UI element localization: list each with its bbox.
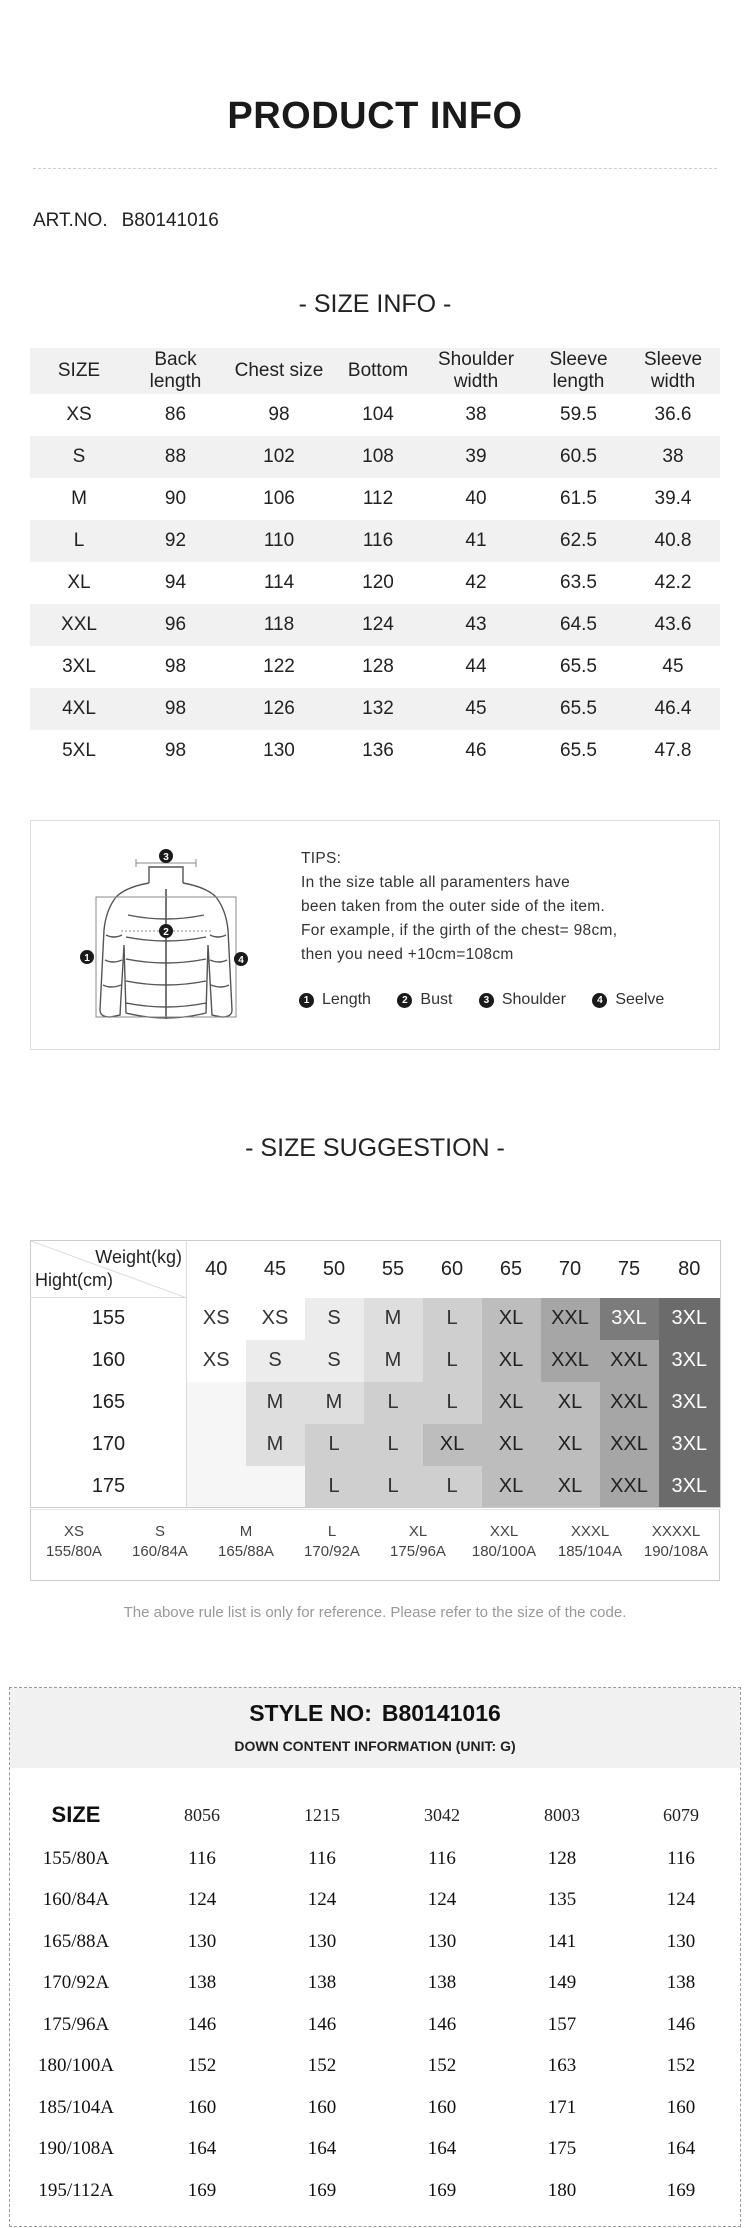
legend-label: Length [322, 991, 371, 1008]
empty-cell [187, 1424, 246, 1466]
suggested-size-cell: XL [541, 1424, 600, 1466]
measurement-cell: 40.8 [654, 530, 692, 551]
table-row [30, 436, 720, 478]
legend-label: Seelve [615, 991, 665, 1008]
measurement-cell: 60.5 [560, 446, 597, 467]
size-standard [633, 1510, 719, 1580]
suggested-size-cell: L [423, 1298, 482, 1340]
number-badge-icon: 1 [299, 993, 314, 1008]
down-weight-cell: 138 [307, 1972, 337, 1994]
measurement-cell: 36.6 [654, 404, 692, 425]
measurement-cell: 59.5 [560, 404, 597, 425]
tips-line: In the size table all paramenters have [301, 874, 571, 891]
empty-cell [246, 1466, 305, 1508]
down-weight-cell: 124 [187, 1889, 217, 1911]
suggested-size-cell: M [364, 1340, 423, 1382]
size-suggestion-grid [30, 1240, 721, 1508]
down-weight-cell: 163 [547, 2055, 577, 2077]
tips-line: been taken from the outer side of the item. [301, 898, 606, 915]
down-weight-cell: 152 [666, 2055, 696, 2077]
table-row [10, 2170, 740, 2212]
size-code-cell: 160/84A [42, 1889, 110, 1911]
measurement-cell: 122 [263, 656, 295, 677]
suggested-size-cell: 3XL [659, 1298, 721, 1340]
marker-label: 1 [84, 953, 90, 964]
suggested-size-cell: XL [482, 1382, 541, 1424]
table-row [30, 394, 720, 436]
standard-size-label: M [239, 1523, 253, 1540]
size-info-header-row [30, 348, 720, 394]
suggested-size-cell: XL [482, 1298, 541, 1340]
size-label-cell: 3XL [62, 656, 96, 677]
height-value: 175 [31, 1466, 187, 1508]
suggested-size-cell: 3XL [659, 1466, 721, 1508]
jacket-diagram [66, 835, 266, 1035]
tips-title: TIPS: [301, 850, 342, 867]
weight-axis-label: Weight(kg) [95, 1247, 182, 1267]
tips-text [301, 847, 617, 967]
height-row [31, 1340, 721, 1382]
size-info-heading: - SIZE INFO - [298, 290, 452, 318]
size-standard-row [30, 1509, 720, 1581]
down-weight-cell: 160 [307, 2096, 337, 2118]
suggested-size-cell: 3XL [600, 1298, 659, 1340]
size-label-cell: 4XL [62, 698, 96, 719]
size-label-cell: S [72, 446, 86, 467]
style-value: B80141016 [381, 1700, 501, 1726]
standard-size-code: 190/108A [643, 1543, 709, 1560]
size-standard [203, 1510, 289, 1580]
standard-size-code: 155/80A [46, 1543, 102, 1560]
measurement-cell: 44 [465, 656, 487, 677]
measurement-cell: 38 [662, 446, 684, 467]
height-value: 160 [31, 1340, 187, 1382]
measurement-cell: 112 [362, 488, 394, 509]
size-suggestion-heading: - SIZE SUGGESTION - [245, 1134, 505, 1162]
measurement-cell: 98 [268, 404, 290, 425]
down-weight-cell: 160 [427, 2096, 457, 2118]
down-weight-cell: 169 [666, 2179, 696, 2201]
fill-col-header: 1215 [304, 1804, 340, 1825]
suggested-size-cell: XL [423, 1424, 482, 1466]
measurement-cell: 130 [263, 740, 295, 761]
size-label-cell: XS [66, 404, 92, 425]
down-weight-cell: 138 [666, 1972, 696, 1994]
weight-value: 45 [263, 1257, 287, 1280]
measurement-cell: 40 [465, 488, 487, 509]
legend-label: Bust [420, 991, 453, 1008]
measurement-cell: 47.8 [654, 740, 692, 761]
size-code-cell: 155/80A [42, 1847, 110, 1869]
suggested-size-cell: M [246, 1424, 305, 1466]
height-value: 170 [31, 1424, 187, 1466]
jacket-icon [100, 867, 232, 1019]
table-row [30, 562, 720, 604]
table-row [30, 478, 720, 520]
measurement-cell: 102 [263, 446, 295, 467]
suggested-size-cell: L [364, 1466, 423, 1508]
size-label-cell: XL [67, 572, 91, 593]
measurement-cell: 46.4 [654, 698, 692, 719]
down-weight-cell: 164 [666, 2138, 696, 2160]
down-content-box [9, 1687, 741, 2227]
weight-value: 50 [322, 1257, 346, 1280]
col-header: SIZE [57, 360, 101, 381]
down-weight-cell: 160 [187, 2096, 217, 2118]
diagram-marker-1 [80, 950, 94, 964]
standard-size-label: XXL [489, 1523, 519, 1540]
measurement-cell: 90 [164, 488, 187, 509]
down-weight-cell: 138 [187, 1972, 217, 1994]
down-weight-cell: 171 [547, 2096, 577, 2118]
legend-label: Shoulder [501, 991, 566, 1008]
divider [33, 168, 717, 169]
down-weight-cell: 138 [427, 1972, 457, 1994]
measurement-cell: 136 [362, 740, 394, 761]
measurement-cell: 92 [164, 530, 187, 551]
measurement-cell: 98 [164, 698, 187, 719]
empty-cell [187, 1382, 246, 1424]
table-row [10, 2046, 740, 2088]
size-code-cell: 190/108A [38, 2138, 114, 2160]
legend-item-sleeve [592, 991, 664, 1009]
suggested-size-cell: 3XL [659, 1382, 721, 1424]
measurement-cell: 61.5 [560, 488, 597, 509]
measurement-cell: 62.5 [560, 530, 597, 551]
legend-item-shoulder [479, 991, 566, 1009]
suggested-size-cell: XL [541, 1382, 600, 1424]
measurement-cell: 106 [263, 488, 295, 509]
size-standard [547, 1510, 633, 1580]
col-header: Bottom [347, 360, 409, 381]
down-weight-cell: 180 [547, 2179, 577, 2201]
measurement-cell: 114 [263, 572, 295, 593]
col-header: Back length [149, 349, 202, 392]
suggested-size-cell: XXL [541, 1298, 600, 1340]
measurement-tips-box [30, 820, 720, 1050]
suggested-size-cell: S [246, 1340, 305, 1382]
legend-item-length [299, 991, 371, 1009]
down-weight-cell: 124 [666, 1889, 696, 1911]
measurement-cell: 39.4 [654, 488, 692, 509]
table-row [30, 688, 720, 730]
down-weight-cell: 160 [666, 2096, 696, 2118]
measurement-cell: 86 [164, 404, 187, 425]
table-row [30, 520, 720, 562]
down-weight-cell: 164 [187, 2138, 217, 2160]
col-header: Sleeve length [549, 349, 608, 392]
down-weight-cell: 116 [428, 1847, 456, 1869]
suggested-size-cell: L [423, 1340, 482, 1382]
col-header: Chest size [234, 360, 324, 381]
suggested-size-cell: 3XL [659, 1424, 721, 1466]
measurement-cell: 116 [362, 530, 394, 551]
down-weight-cell: 149 [547, 1972, 577, 1994]
down-weight-cell: 152 [187, 2055, 217, 2077]
height-value: 165 [31, 1382, 187, 1424]
down-weight-cell: 130 [187, 1930, 217, 1952]
standard-size-code: 170/92A [304, 1543, 360, 1560]
fill-col-header: 6079 [663, 1804, 699, 1825]
table-row [30, 646, 720, 688]
measurement-cell: 98 [164, 740, 187, 761]
fill-col-header: 3042 [424, 1804, 460, 1825]
diagram-marker-4 [234, 952, 248, 966]
size-standard [461, 1510, 547, 1580]
suggested-size-cell: M [246, 1382, 305, 1424]
height-value: 155 [31, 1298, 187, 1340]
down-weight-cell: 130 [666, 1930, 696, 1952]
size-code-cell: 180/100A [38, 2055, 114, 2077]
measurement-cell: 98 [164, 656, 187, 677]
down-weight-cell: 146 [187, 2013, 217, 2035]
standard-size-code: 160/84A [132, 1543, 188, 1560]
table-row [30, 604, 720, 646]
height-row [31, 1424, 721, 1466]
down-weight-cell: 146 [666, 2013, 696, 2035]
size-code-cell: 195/112A [38, 2179, 114, 2201]
weight-value: 70 [558, 1257, 582, 1280]
measurement-cell: 120 [362, 572, 394, 593]
suggested-size-cell: XXL [600, 1382, 659, 1424]
measurement-cell: 45 [465, 698, 487, 719]
suggested-size-cell: XS [187, 1298, 246, 1340]
down-content-table [10, 1792, 740, 2212]
down-weight-cell: 164 [427, 2138, 457, 2160]
weight-value: 65 [499, 1257, 523, 1280]
size-standard [289, 1510, 375, 1580]
down-weight-cell: 152 [307, 2055, 337, 2077]
weight-value: 60 [440, 1257, 464, 1280]
table-row [10, 2129, 740, 2171]
empty-cell [187, 1466, 246, 1508]
suggested-size-cell: XS [187, 1340, 246, 1382]
down-content-subtitle: DOWN CONTENT INFORMATION (UNIT: G) [234, 1738, 516, 1754]
reference-note: The above rule list is only for reference. Please refer to the size of the code. [123, 1604, 627, 1621]
standard-size-label: XXXXL [651, 1523, 701, 1540]
down-weight-cell: 128 [547, 1847, 577, 1869]
measurement-cell: 110 [263, 530, 295, 551]
measurement-cell: 128 [362, 656, 394, 677]
down-weight-cell: 135 [547, 1889, 577, 1911]
suggested-size-cell: XXL [541, 1340, 600, 1382]
marker-label: 3 [163, 852, 169, 863]
weight-value: 75 [617, 1257, 641, 1280]
marker-label: 4 [238, 955, 244, 966]
style-number [10, 1700, 740, 1727]
suggested-size-cell: M [364, 1298, 423, 1340]
standard-size-code: 165/88A [218, 1543, 274, 1560]
down-weight-cell: 152 [427, 2055, 457, 2077]
down-weight-cell: 169 [307, 2179, 337, 2201]
fill-col-header: 8003 [544, 1804, 580, 1825]
suggested-size-cell: S [305, 1340, 364, 1382]
measurement-cell: 43 [465, 614, 487, 635]
down-header-row [10, 1792, 740, 1838]
suggested-size-cell: XXL [600, 1466, 659, 1508]
measurement-legend [299, 991, 686, 1009]
measurement-cell: 63.5 [560, 572, 597, 593]
standard-size-label: XXXL [570, 1523, 610, 1540]
suggested-size-cell: XL [482, 1340, 541, 1382]
suggested-size-cell: L [305, 1424, 364, 1466]
suggested-size-cell: XXL [600, 1424, 659, 1466]
weight-value: 80 [678, 1257, 701, 1280]
down-weight-cell: 146 [307, 2013, 337, 2035]
axis-corner [31, 1241, 187, 1298]
down-weight-cell: 175 [547, 2138, 577, 2160]
table-row [30, 730, 720, 772]
measurement-cell: 118 [263, 614, 295, 635]
weight-value: 40 [205, 1257, 228, 1280]
table-row [10, 2087, 740, 2129]
size-code-cell: 170/92A [42, 1972, 110, 1994]
tips-line: then you need +10cm=108cm [301, 946, 514, 963]
size-col-header: SIZE [51, 1802, 101, 1827]
standard-size-label: XL [408, 1523, 428, 1540]
size-standard [375, 1510, 461, 1580]
measurement-cell: 39 [465, 446, 487, 467]
down-weight-cell: 116 [188, 1847, 216, 1869]
measurement-cell: 43.6 [654, 614, 692, 635]
size-label-cell: 5XL [62, 740, 96, 761]
standard-size-label: L [327, 1523, 337, 1540]
down-weight-cell: 116 [308, 1847, 336, 1869]
art-label: ART.NO. [33, 210, 108, 231]
height-axis-label: Hight(cm) [35, 1270, 114, 1290]
measurement-cell: 38 [465, 404, 487, 425]
table-row [10, 1921, 740, 1963]
col-header: Sleeve width [643, 349, 703, 392]
size-label-cell: L [73, 530, 85, 551]
measurement-cell: 104 [362, 404, 394, 425]
table-row [10, 1963, 740, 2005]
size-info-table [30, 348, 720, 772]
suggested-size-cell: S [305, 1298, 364, 1340]
suggested-size-cell: M [305, 1382, 364, 1424]
down-weight-cell: 130 [307, 1930, 337, 1952]
measurement-cell: 94 [164, 572, 187, 593]
down-weight-cell: 124 [307, 1889, 337, 1911]
page-title: PRODUCT INFO [227, 95, 523, 137]
suggested-size-cell: XL [541, 1466, 600, 1508]
suggested-size-cell: L [305, 1466, 364, 1508]
number-badge-icon: 4 [592, 993, 607, 1008]
down-weight-cell: 130 [427, 1930, 457, 1952]
height-row [31, 1466, 721, 1508]
number-badge-icon: 2 [397, 993, 412, 1008]
measurement-cell: 96 [164, 614, 187, 635]
measurement-cell: 88 [164, 446, 187, 467]
size-code-cell: 175/96A [42, 2013, 110, 2035]
weight-value: 55 [381, 1257, 405, 1280]
measurement-cell: 126 [263, 698, 295, 719]
size-code-cell: 185/104A [38, 2096, 114, 2118]
measurement-cell: 65.5 [560, 656, 597, 677]
measurement-cell: 65.5 [560, 698, 597, 719]
weight-header-row [31, 1241, 721, 1298]
down-weight-cell: 124 [427, 1889, 457, 1911]
diagram-marker-2 [159, 924, 173, 938]
measurement-cell: 46 [465, 740, 487, 761]
suggested-size-cell: XS [246, 1298, 305, 1340]
measurement-cell: 42.2 [654, 572, 692, 593]
marker-label: 2 [163, 927, 169, 938]
size-standard [117, 1510, 203, 1580]
suggested-size-cell: L [364, 1424, 423, 1466]
number-badge-icon: 3 [479, 993, 494, 1008]
size-code-cell: 165/88A [42, 1930, 110, 1952]
measurement-cell: 124 [362, 614, 394, 635]
down-weight-cell: 169 [427, 2179, 457, 2201]
table-row [10, 1880, 740, 1922]
art-number [33, 210, 219, 232]
down-weight-cell: 164 [307, 2138, 337, 2160]
down-weight-cell: 146 [427, 2013, 457, 2035]
size-label-cell: XXL [61, 614, 97, 635]
measurement-cell: 41 [465, 530, 487, 551]
down-weight-cell: 157 [547, 2013, 577, 2035]
suggested-size-cell: 3XL [659, 1340, 721, 1382]
measurement-cell: 132 [362, 698, 394, 719]
measurement-cell: 45 [662, 656, 684, 677]
suggested-size-cell: L [423, 1382, 482, 1424]
measurement-cell: 108 [362, 446, 394, 467]
legend-item-bust [397, 991, 452, 1009]
down-weight-cell: 116 [667, 1847, 695, 1869]
measurement-cell: 64.5 [560, 614, 597, 635]
down-content-header [10, 1688, 740, 1768]
standard-size-code: 180/100A [471, 1543, 537, 1560]
standard-size-code: 185/104A [557, 1543, 623, 1560]
down-weight-cell: 169 [187, 2179, 217, 2201]
down-weight-cell: 141 [547, 1930, 577, 1952]
art-value: B80141016 [121, 210, 219, 231]
measurement-cell: 42 [465, 572, 487, 593]
standard-size-code: 175/96A [390, 1543, 446, 1560]
standard-size-label: XS [63, 1523, 84, 1540]
height-row [31, 1298, 721, 1340]
style-label: STYLE NO: [249, 1700, 372, 1726]
measurement-cell: 65.5 [560, 740, 597, 761]
standard-size-label: S [154, 1523, 165, 1540]
suggested-size-cell: XL [482, 1466, 541, 1508]
fill-col-header: 8056 [184, 1804, 220, 1825]
table-row [10, 2004, 740, 2046]
diagram-marker-3 [159, 849, 173, 863]
size-label-cell: M [71, 488, 87, 509]
suggested-size-cell: XXL [600, 1340, 659, 1382]
tips-line: For example, if the girth of the chest= 98cm, [301, 922, 618, 939]
height-row [31, 1382, 721, 1424]
suggested-size-cell: XL [482, 1424, 541, 1466]
table-row [10, 1838, 740, 1880]
size-standard [31, 1510, 117, 1580]
suggested-size-cell: L [423, 1466, 482, 1508]
suggested-size-cell: L [364, 1382, 423, 1424]
col-header: Shoulder width [437, 349, 515, 392]
